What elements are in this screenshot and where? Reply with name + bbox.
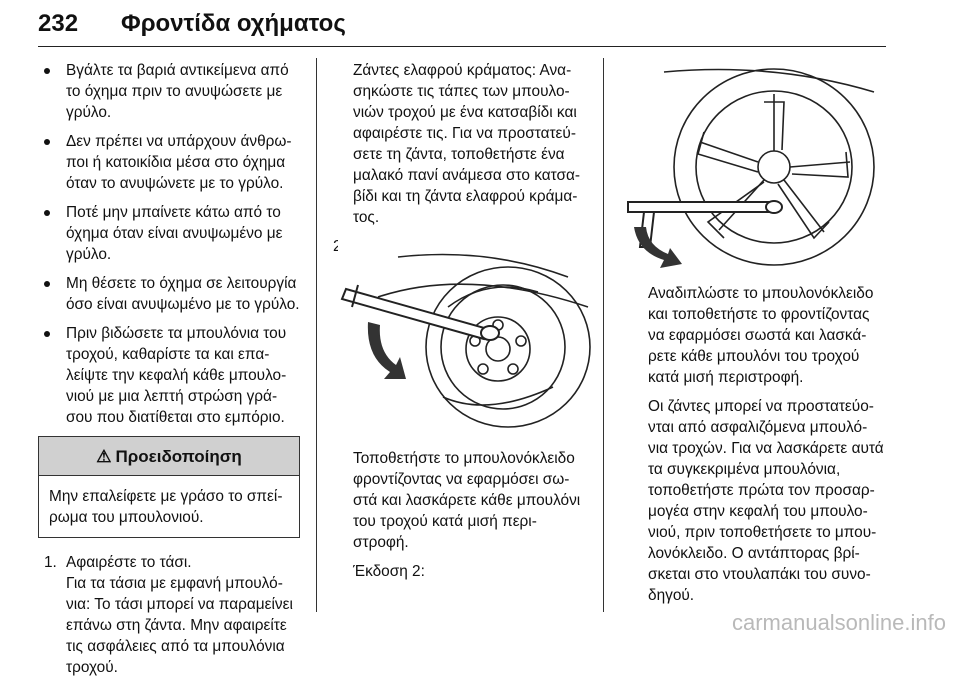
list-item: Μη θέσετε το όχημα σε λειτουργία όσο είναι ανυψωμένο με το γρύλο.	[38, 273, 300, 315]
page-title: Φροντίδα οχήματος	[121, 10, 346, 37]
warning-text: Μην επαλείφετε με γράσο το σπεί- ρωμα του μπουλονιού.	[49, 488, 283, 526]
watermark: carmanualsonline.info	[731, 610, 946, 635]
column-divider	[603, 58, 604, 612]
folding-wrench-instruction: Αναδιπλώστε το μπουλονόκλειδο και τοποθετήστε το φροντίζοντας να εφαρμόσει σωστά και λασκά- ρετε κάθε μπουλόνι του τροχού κατά μισή περιστροφή.	[648, 285, 874, 386]
column-divider	[316, 58, 317, 612]
step-number: 1.	[44, 554, 57, 571]
version-2-label: Έκδοση 2:	[353, 563, 425, 580]
bullet-dot	[44, 68, 50, 74]
column-middle	[333, 60, 595, 257]
wrench-instruction: Τοποθετήστε το μπουλονόκλειδο φροντίζοντας να εφαρμόσει σω- στά και λασκάρετε κάθε μπουλόνι του τροχού κατά μισή περι- στροφή.	[353, 450, 581, 551]
step-label: Έκδοση 1:	[353, 238, 425, 255]
list-item: Πριν βιδώσετε τα μπουλόνια του τροχού, καθαρίστε τα και επα- λείψτε την κεφαλή κάθε μπουλο- νιού με μια λεπτή στρώση γρά- σου που διατίθεται στο εμπόριο.	[38, 323, 300, 428]
wrench-on-wheel-illustration	[338, 237, 598, 429]
alloy-wheel-paragraph: Ζάντες ελαφρού κράματος: Ανα- σηκώστε τις τάπες των μπουλο- νιών τροχού με ένα κατσαβίδι και αφαιρέστε τις. Για να προστατεύ- σετε τη ζάντα, τοποθετήστε ένα μαλακό πανί ανάμεσα στο κατσα- βίδι και τη ζάντα ελαφρού κράμα- τος.	[353, 62, 581, 226]
warning-box	[38, 436, 300, 538]
step-text: Για τα τάσια με εμφανή μπουλό- νια: Το τάσι μπορεί να παραμείνει επάνω στη ζάντα. Μην αφαιρείτε τις ασφάλειες από τα μπουλόνια τροχού.	[66, 575, 293, 676]
bullet-dot	[44, 331, 50, 337]
step-label: Αφαιρέστε το τάσι.	[66, 554, 192, 571]
warning-header	[39, 437, 299, 476]
rotation-arrow-icon	[368, 322, 406, 379]
folding-wrench-illustration	[624, 62, 886, 274]
column-middle-lower	[353, 448, 595, 590]
locking-bolts-paragraph: Οι ζάντες μπορεί να προστατεύο- νται από ασφαλιζόμενα μπουλό- νια τροχών. Για να λασκάρετε αυτά τα συγκεκριμένα μπουλόνια, τοποθετήστε πρώτα τον προσαρ- μογέα στην κεφαλή του μπουλο- νιού, πριν τοποθετήσετε το μπου- λονόκλειδο. Ο αντάπτορας βρί- σκεται στο ντουλαπάκι του συνο- δηγού.	[648, 398, 884, 604]
page-number: 232	[38, 10, 79, 37]
safety-bullet-list	[38, 60, 300, 428]
column-right	[648, 283, 886, 614]
step-1	[38, 552, 300, 678]
page-header	[38, 10, 886, 47]
list-item: Δεν πρέπει να υπάρχουν άνθρω- ποι ή κατοικίδια μέσα στο όχημα όταν το ανυψώνετε με το γρύλο.	[38, 131, 300, 194]
bullet-dot	[44, 281, 50, 287]
warning-triangle-icon: ⚠	[96, 447, 112, 466]
list-item: Ποτέ μην μπαίνετε κάτω από το όχημα όταν είναι ανυψωμένο με γρύλο.	[38, 202, 300, 265]
bullet-dot	[44, 210, 50, 216]
column-left	[38, 60, 300, 678]
bullet-dot	[44, 139, 50, 145]
list-item: Βγάλτε τα βαριά αντικείμενα από το όχημα πριν το ανυψώσετε με γρύλο.	[38, 60, 300, 123]
step-number: 2.	[333, 238, 346, 255]
warning-title: Προειδοποίηση	[115, 447, 242, 466]
